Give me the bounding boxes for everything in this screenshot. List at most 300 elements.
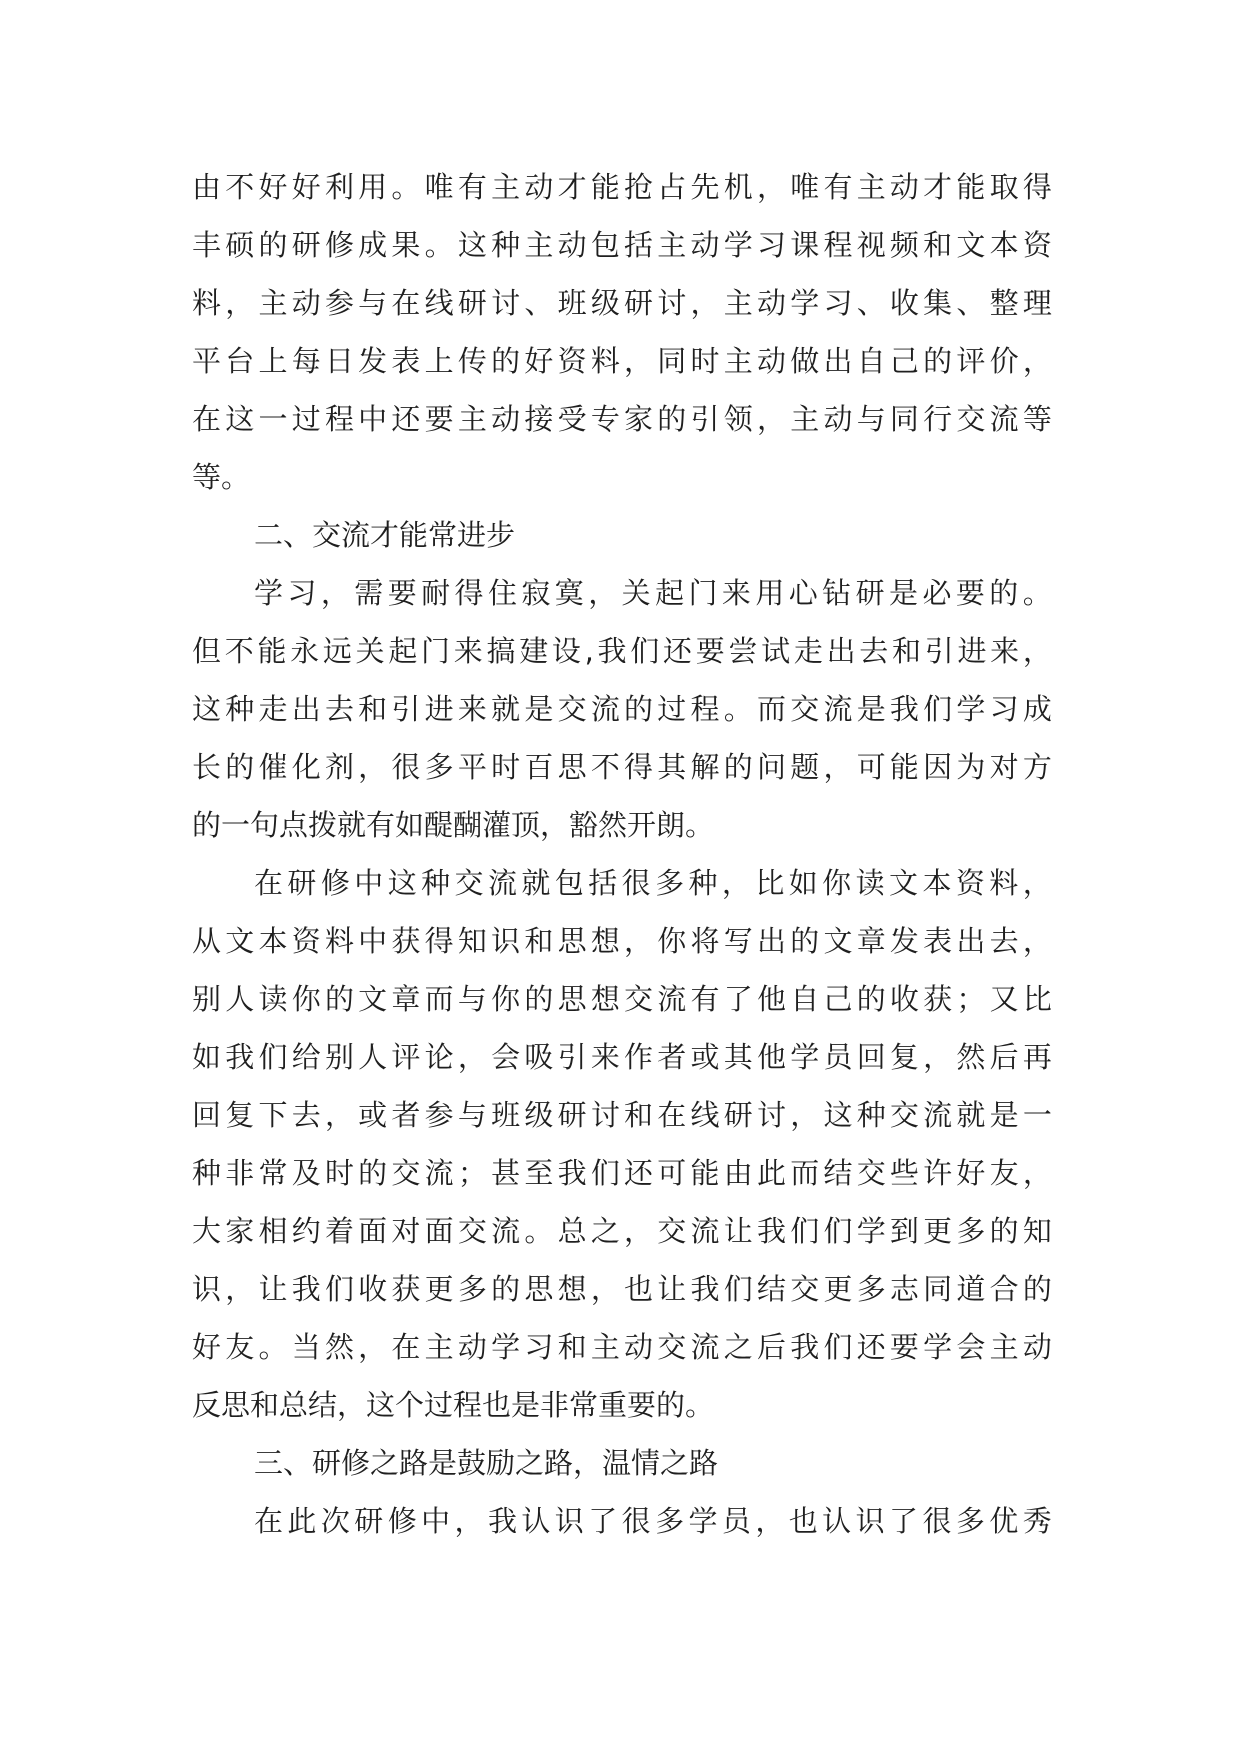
text-glyph: 能 — [956, 170, 986, 204]
text-glyph: 们 — [923, 692, 953, 726]
text-glyph: 流 — [690, 1214, 720, 1248]
text-glyph: 的 — [524, 982, 554, 1016]
text-glyph: 你 — [657, 924, 687, 958]
text-glyph: 了 — [588, 1504, 618, 1538]
text-glyph: 交 — [889, 1098, 919, 1132]
text-glyph: 料 — [989, 866, 1019, 900]
text-line — [192, 1318, 1052, 1376]
text-glyph: 种 — [421, 866, 451, 900]
text-glyph: 文 — [823, 924, 853, 958]
text-glyph: 能 — [257, 634, 287, 668]
text-glyph: 研 — [354, 1504, 384, 1538]
text-glyph: 交 — [790, 1272, 820, 1306]
text-glyph: ， — [624, 1214, 654, 1248]
text-glyph: 识 — [554, 1504, 584, 1538]
text-glyph: 主 — [524, 228, 554, 262]
text-glyph: 级 — [590, 286, 620, 320]
text-glyph: 去 — [291, 1098, 321, 1132]
text-glyph: 动 — [624, 1330, 654, 1364]
text-glyph: 对 — [989, 750, 1019, 784]
text-glyph: 的 — [491, 344, 521, 378]
text-glyph: 回 — [192, 1098, 222, 1132]
text-glyph: 们 — [723, 1272, 753, 1306]
text-glyph: 大 — [192, 1214, 222, 1248]
text-glyph: 读 — [258, 982, 288, 1016]
text-glyph: 与 — [358, 286, 388, 320]
text-glyph: 主 — [790, 402, 820, 436]
text-glyph: 比 — [1022, 982, 1052, 1016]
text-glyph: 学 — [688, 1504, 718, 1538]
text-glyph: 一 — [1022, 1098, 1052, 1132]
text-glyph: 或 — [358, 1098, 388, 1132]
text-glyph: 我 — [790, 1330, 820, 1364]
text-glyph: 和 — [524, 924, 554, 958]
text-glyph: 试 — [761, 634, 791, 668]
text-glyph: 流 — [487, 866, 517, 900]
text-line: 等。 — [192, 460, 251, 494]
text-glyph: ， — [588, 576, 618, 610]
text-glyph: ， — [1022, 866, 1052, 900]
text-glyph: 催 — [258, 750, 288, 784]
text-glyph: 学 — [723, 228, 753, 262]
text-glyph: 的 — [624, 692, 654, 726]
text-line — [192, 1086, 1052, 1144]
text-glyph: 会 — [491, 1040, 521, 1074]
text-glyph: 引 — [690, 402, 720, 436]
text-glyph: 和 — [358, 692, 388, 726]
text-glyph: 作 — [624, 1040, 654, 1074]
text-glyph: 动 — [756, 286, 786, 320]
text-glyph: 别 — [192, 982, 222, 1016]
text-glyph: 的 — [491, 1272, 521, 1306]
text-glyph: 心 — [788, 576, 818, 610]
section-heading: 二、交流才能常进步 — [254, 518, 516, 552]
text-glyph: 秀 — [1022, 1504, 1052, 1538]
text-glyph: 流 — [590, 692, 620, 726]
text-glyph: 约 — [291, 1214, 321, 1248]
text-glyph: 习 — [823, 286, 853, 320]
text-glyph: 参 — [424, 1098, 454, 1132]
text-glyph: 能 — [690, 1156, 720, 1190]
text-glyph: 我 — [291, 1272, 321, 1306]
text-glyph: 受 — [557, 402, 587, 436]
text-glyph: 而 — [756, 692, 786, 726]
text-glyph: 与 — [457, 1098, 487, 1132]
text-glyph: 动 — [491, 402, 521, 436]
text-glyph: 的 — [258, 228, 288, 262]
text-glyph: 好 — [956, 1156, 986, 1190]
text-glyph: 修 — [387, 1504, 417, 1538]
text-glyph: 习 — [756, 228, 786, 262]
text-glyph: 远 — [322, 634, 352, 668]
text-glyph: 行 — [923, 402, 953, 436]
text-glyph: 本 — [258, 924, 288, 958]
text-glyph: 去 — [859, 634, 889, 668]
text-glyph: 还 — [624, 1156, 654, 1190]
text-glyph: 成 — [1022, 692, 1052, 726]
text-glyph: 来 — [990, 634, 1020, 668]
text-glyph: 要 — [955, 576, 985, 610]
text-glyph: 结 — [756, 1272, 786, 1306]
text-line — [192, 970, 1052, 1028]
text-glyph: 好 — [291, 170, 321, 204]
text-glyph: 设 — [551, 634, 581, 668]
text-line — [192, 1492, 1052, 1550]
text-line — [192, 158, 1052, 216]
text-glyph: 唯 — [790, 170, 820, 204]
text-glyph: 讨 — [756, 1098, 786, 1132]
text-glyph: 主 — [457, 402, 487, 436]
text-glyph: 。 — [1022, 576, 1052, 610]
text-glyph: 员 — [823, 1040, 853, 1074]
text-glyph: 整 — [989, 286, 1019, 320]
text-glyph: 占 — [657, 170, 687, 204]
text-glyph: 识 — [192, 1272, 222, 1306]
text-glyph: 平 — [192, 344, 222, 378]
text-glyph: 其 — [723, 1040, 753, 1074]
text-glyph: 资 — [1022, 228, 1052, 262]
text-glyph: 人 — [225, 982, 255, 1016]
text-glyph: 学 — [254, 576, 284, 610]
text-glyph: 文 — [956, 228, 986, 262]
text-glyph: 相 — [258, 1214, 288, 1248]
text-glyph: 流 — [823, 692, 853, 726]
text-glyph: 中 — [421, 1504, 451, 1538]
text-glyph: 是 — [856, 692, 886, 726]
text-glyph: 同 — [889, 402, 919, 436]
text-glyph: 过 — [657, 692, 687, 726]
text-glyph: 流 — [690, 1330, 720, 1364]
text-glyph: 走 — [793, 634, 823, 668]
text-glyph: 们 — [258, 1040, 288, 1074]
text-glyph: 出 — [823, 344, 853, 378]
text-glyph: 之 — [723, 1330, 753, 1364]
text-glyph: ， — [324, 1098, 354, 1132]
text-glyph: 知 — [1022, 1214, 1052, 1248]
text-glyph: 们 — [823, 1214, 853, 1248]
text-glyph: 们 — [324, 1272, 354, 1306]
text-glyph: 后 — [756, 1330, 786, 1364]
text-glyph: 论 — [424, 1040, 454, 1074]
text-glyph: ， — [721, 866, 751, 900]
text-glyph: 主 — [491, 170, 521, 204]
text-glyph: 我 — [690, 1272, 720, 1306]
text-glyph: 。 — [258, 1330, 288, 1364]
text-glyph: 钻 — [822, 576, 852, 610]
text-line: 反思和总结，这个过程也是非常重要的。 — [192, 1388, 715, 1422]
text-glyph: 再 — [1022, 1040, 1052, 1074]
text-glyph: 次 — [320, 1504, 350, 1538]
text-glyph: 也 — [624, 1272, 654, 1306]
text-glyph: 引 — [391, 692, 421, 726]
text-glyph: 到 — [889, 1214, 919, 1248]
text-glyph: 修 — [320, 866, 350, 900]
text-glyph: 、 — [524, 286, 554, 320]
text-glyph: 关 — [355, 634, 385, 668]
text-glyph: 下 — [258, 1098, 288, 1132]
text-glyph: 吸 — [524, 1040, 554, 1074]
text-glyph: 学 — [790, 286, 820, 320]
text-glyph: 的 — [358, 1156, 388, 1190]
text-glyph: 主 — [723, 286, 753, 320]
text-glyph: 一 — [258, 402, 288, 436]
text-glyph: 种 — [192, 1156, 222, 1190]
text-glyph: ； — [956, 982, 986, 1016]
text-glyph: 起 — [655, 576, 685, 610]
text-glyph: 料 — [192, 286, 222, 320]
text-glyph: 取 — [989, 170, 1019, 204]
text-glyph: 优 — [989, 1504, 1019, 1538]
text-glyph: 种 — [491, 228, 521, 262]
text-glyph: ， — [225, 1272, 255, 1306]
text-glyph: 的 — [657, 402, 687, 436]
text-glyph: 如 — [788, 866, 818, 900]
text-glyph: 表 — [391, 344, 421, 378]
text-glyph: 线 — [690, 1098, 720, 1132]
text-glyph: 结 — [823, 1156, 853, 1190]
text-glyph: 来 — [453, 634, 483, 668]
text-glyph: 习 — [287, 576, 317, 610]
text-glyph: 研 — [855, 576, 885, 610]
text-glyph: 起 — [388, 634, 418, 668]
text-glyph: 和 — [892, 634, 922, 668]
text-glyph: 复 — [225, 1098, 255, 1132]
text-glyph: 章 — [856, 924, 886, 958]
text-glyph: 讨 — [590, 1098, 620, 1132]
text-glyph: 出 — [956, 924, 986, 958]
text-glyph: 交 — [454, 866, 484, 900]
text-glyph: 交 — [790, 692, 820, 726]
text-glyph: 级 — [524, 1098, 554, 1132]
text-glyph: 传 — [457, 344, 487, 378]
text-glyph: 和 — [624, 1098, 654, 1132]
text-glyph: ， — [923, 1040, 953, 1074]
text-glyph: 们 — [630, 634, 660, 668]
text-glyph: 想 — [590, 924, 620, 958]
text-glyph: 他 — [756, 982, 786, 1016]
text-glyph: 学 — [790, 1040, 820, 1074]
text-line — [192, 216, 1052, 274]
text-glyph: 问 — [756, 750, 786, 784]
text-glyph: 你 — [491, 982, 521, 1016]
text-glyph: 知 — [457, 924, 487, 958]
text-glyph: 等 — [1022, 402, 1052, 436]
text-glyph: 讨 — [657, 286, 687, 320]
text-glyph: 平 — [457, 750, 487, 784]
text-glyph: 思 — [524, 1272, 554, 1306]
text-glyph: 先 — [690, 170, 720, 204]
text-glyph: 资 — [291, 924, 321, 958]
text-glyph: ， — [1022, 1156, 1052, 1190]
text-glyph: 面 — [424, 1214, 454, 1248]
text-glyph: 研 — [291, 228, 321, 262]
text-glyph: 日 — [324, 344, 354, 378]
text-glyph: 交 — [457, 1214, 487, 1248]
text-glyph: 自 — [790, 982, 820, 1016]
text-glyph: 就 — [521, 866, 551, 900]
text-glyph: ， — [454, 1504, 484, 1538]
text-glyph: 然 — [324, 1330, 354, 1364]
text-glyph: 程 — [823, 228, 853, 262]
text-glyph: 在 — [391, 286, 421, 320]
text-glyph: 想 — [590, 982, 620, 1016]
text-glyph: 果 — [391, 228, 421, 262]
text-glyph: 多 — [457, 1272, 487, 1306]
text-glyph: 对 — [391, 1214, 421, 1248]
text-glyph: ； — [457, 1156, 487, 1190]
text-glyph: 不 — [590, 750, 620, 784]
text-glyph: 常 — [258, 1156, 288, 1190]
text-glyph: ， — [358, 1330, 388, 1364]
text-glyph: 与 — [457, 982, 487, 1016]
text-glyph: 这 — [387, 866, 417, 900]
text-glyph: 我 — [597, 634, 627, 668]
text-glyph: 习 — [989, 692, 1019, 726]
text-glyph: 频 — [889, 228, 919, 262]
text-glyph: 多 — [655, 866, 685, 900]
text-glyph: 与 — [856, 402, 886, 436]
text-glyph: 走 — [258, 692, 288, 726]
text-glyph: 交 — [657, 1214, 687, 1248]
text-glyph: 文 — [358, 982, 388, 1016]
text-glyph: ， — [755, 1504, 785, 1538]
text-glyph: 学 — [956, 692, 986, 726]
text-glyph: 学 — [491, 1330, 521, 1364]
text-glyph: 要 — [424, 402, 454, 436]
text-line — [192, 390, 1052, 448]
text-glyph: 每 — [291, 344, 321, 378]
text-glyph: 括 — [588, 866, 618, 900]
text-glyph: 的 — [723, 750, 753, 784]
text-glyph: 中 — [358, 402, 388, 436]
text-glyph: 这 — [823, 1098, 853, 1132]
text-glyph: 同 — [657, 344, 687, 378]
text-line — [192, 1028, 1052, 1086]
text-glyph: 从 — [192, 924, 222, 958]
text-glyph: ， — [756, 402, 786, 436]
text-glyph: 资 — [955, 866, 985, 900]
text-glyph: 为 — [956, 750, 986, 784]
text-glyph: 这 — [225, 402, 255, 436]
text-glyph: 料 — [324, 924, 354, 958]
text-glyph: 收 — [889, 286, 919, 320]
text-glyph: 料 — [590, 344, 620, 378]
body-text — [192, 158, 1052, 1550]
text-glyph: 题 — [790, 750, 820, 784]
text-glyph: 机 — [723, 170, 753, 204]
text-glyph: ， — [624, 344, 654, 378]
text-glyph: 要 — [695, 634, 725, 668]
text-glyph: 动 — [524, 170, 554, 204]
text-glyph: 交 — [391, 1156, 421, 1190]
text-line: 的一句点拨就有如醍醐灌顶，豁然开朗。 — [192, 808, 715, 842]
text-glyph: 其 — [657, 750, 687, 784]
text-glyph: 修 — [324, 228, 354, 262]
text-glyph: 流 — [989, 402, 1019, 436]
text-glyph: 理 — [1022, 286, 1052, 320]
text-glyph: 的 — [923, 344, 953, 378]
text-glyph: 这 — [192, 692, 222, 726]
text-glyph: 由 — [192, 170, 222, 204]
text-glyph: 发 — [358, 344, 388, 378]
text-glyph: ， — [1022, 634, 1052, 668]
text-glyph: 如 — [192, 1040, 222, 1074]
text-glyph: 交 — [624, 982, 654, 1016]
text-glyph: 认 — [822, 1504, 852, 1538]
text-glyph: 研 — [624, 286, 654, 320]
text-glyph: 些 — [889, 1156, 919, 1190]
text-glyph: 引 — [924, 634, 954, 668]
text-glyph: 才 — [557, 170, 587, 204]
text-glyph: 抢 — [624, 170, 654, 204]
text-glyph: 的 — [989, 1214, 1019, 1248]
section-heading: 三、研修之路是鼓励之路，温情之路 — [254, 1446, 719, 1480]
text-glyph: 还 — [856, 1330, 886, 1364]
text-glyph: 多 — [955, 1504, 985, 1538]
text-glyph: 在 — [254, 866, 284, 900]
text-glyph: 着 — [324, 1214, 354, 1248]
text-glyph: 时 — [324, 1156, 354, 1190]
text-glyph: 文 — [889, 866, 919, 900]
text-glyph: 流 — [923, 1098, 953, 1132]
text-glyph: 者 — [657, 1040, 687, 1074]
text-glyph: 化 — [291, 750, 321, 784]
text-glyph: 括 — [624, 228, 654, 262]
text-glyph: 利 — [324, 170, 354, 204]
text-glyph: 友 — [225, 1330, 255, 1364]
text-glyph: 有 — [690, 982, 720, 1016]
text-glyph: 思 — [557, 924, 587, 958]
text-glyph: 我 — [889, 692, 919, 726]
text-glyph: 更 — [923, 1214, 953, 1248]
text-glyph: 合 — [989, 1272, 1019, 1306]
text-glyph: 主 — [424, 1330, 454, 1364]
text-glyph: 还 — [391, 402, 421, 436]
text-glyph: ， — [1022, 344, 1052, 378]
text-glyph: 者 — [391, 1098, 421, 1132]
text-glyph: 资 — [557, 344, 587, 378]
text-glyph: 中 — [358, 924, 388, 958]
text-glyph: 永 — [290, 634, 320, 668]
text-line — [192, 1202, 1052, 1260]
text-glyph: 多 — [956, 1214, 986, 1248]
text-glyph: 思 — [557, 982, 587, 1016]
text-glyph: 在 — [391, 1330, 421, 1364]
text-glyph: 要 — [387, 576, 417, 610]
text-glyph: 获 — [923, 982, 953, 1016]
text-glyph: ， — [756, 170, 786, 204]
text-glyph: 能 — [889, 750, 919, 784]
text-glyph: 尝 — [728, 634, 758, 668]
text-line — [192, 332, 1052, 390]
text-glyph: 流 — [424, 1156, 454, 1190]
text-glyph: 然 — [956, 1040, 986, 1074]
text-glyph: ， — [358, 750, 388, 784]
text-glyph: 志 — [889, 1272, 919, 1306]
text-glyph: 研 — [723, 1098, 753, 1132]
text-glyph: 程 — [690, 692, 720, 726]
text-glyph: 许 — [923, 1156, 953, 1190]
text-glyph: 很 — [391, 750, 421, 784]
text-glyph: 友 — [989, 1156, 1019, 1190]
text-glyph: 需 — [354, 576, 384, 610]
text-glyph: 、 — [856, 286, 886, 320]
text-glyph: 寞 — [554, 576, 584, 610]
text-glyph: 有 — [823, 170, 853, 204]
text-glyph: 过 — [291, 402, 321, 436]
text-glyph: 我 — [225, 1040, 255, 1074]
text-glyph: 百 — [524, 750, 554, 784]
